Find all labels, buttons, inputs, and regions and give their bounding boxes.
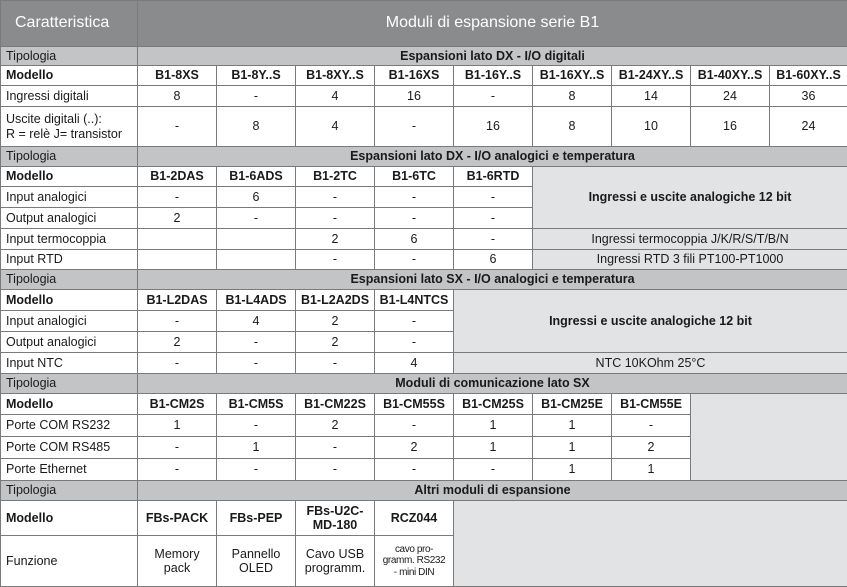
model-cell: B1-CM25S xyxy=(454,394,533,415)
value-cell: - xyxy=(138,107,217,147)
model-cell: B1-L2A2DS xyxy=(296,290,375,311)
note-cell: Ingressi RTD 3 fili PT100-PT1000 xyxy=(533,250,847,270)
model-row xyxy=(1,167,847,187)
function-line: Memory xyxy=(154,547,199,561)
row-label: Input analogici xyxy=(1,187,138,208)
model-cell: B1-CM55S xyxy=(375,394,454,415)
section-row xyxy=(1,481,847,501)
value-cell: 1 xyxy=(533,437,612,459)
table-row xyxy=(1,353,847,374)
row-label: Input NTC xyxy=(1,353,138,374)
note-cell: Ingressi e uscite analogiche 12 bit xyxy=(454,290,847,353)
function-line: gramm. RS232 xyxy=(383,555,445,566)
row-label: Output analogici xyxy=(1,208,138,229)
value-cell: - xyxy=(217,353,296,374)
value-cell: 2 xyxy=(296,311,375,332)
value-cell: 2 xyxy=(296,332,375,353)
value-cell: - xyxy=(375,415,454,437)
function-line: pack xyxy=(164,561,190,575)
value-cell xyxy=(138,536,217,587)
tipologia-label: Tipologia xyxy=(1,374,138,394)
value-cell: - xyxy=(454,187,533,208)
value-cell: - xyxy=(138,187,217,208)
model-cell: B1-2DAS xyxy=(138,167,217,187)
value-cell: - xyxy=(138,353,217,374)
table-row xyxy=(1,250,847,270)
section-title: Altri moduli di espansione xyxy=(138,481,847,501)
header-title: Moduli di espansione serie B1 xyxy=(138,1,847,47)
value-cell: 16 xyxy=(375,86,454,107)
model-cell: B1-CM55E xyxy=(612,394,691,415)
model-cell: B1-8XY..S xyxy=(296,66,375,86)
model-cell: B1-6ADS xyxy=(217,167,296,187)
value-cell: 2 xyxy=(296,415,375,437)
row-label xyxy=(1,107,138,147)
value-cell: - xyxy=(296,187,375,208)
function-line: Pannello xyxy=(232,547,281,561)
function-line: Cavo USB xyxy=(306,547,364,561)
value-cell: 6 xyxy=(375,229,454,250)
value-cell: 24 xyxy=(691,86,770,107)
row-label: Porte Ethernet xyxy=(1,459,138,481)
value-cell: 4 xyxy=(217,311,296,332)
value-cell: - xyxy=(375,107,454,147)
section-title: Espansioni lato DX - I/O digitali xyxy=(138,47,847,66)
model-cell: FBs-PACK xyxy=(138,501,217,536)
value-cell: 2 xyxy=(375,437,454,459)
value-cell: 1 xyxy=(217,437,296,459)
value-cell: - xyxy=(217,415,296,437)
header-row xyxy=(1,1,847,47)
model-cell: B1-16XS xyxy=(375,66,454,86)
note-cell: Ingressi termocoppia J/K/R/S/T/B/N xyxy=(533,229,847,250)
value-cell: 2 xyxy=(138,208,217,229)
value-cell: - xyxy=(217,332,296,353)
value-cell xyxy=(138,229,217,250)
value-cell: 1 xyxy=(533,459,612,481)
value-cell xyxy=(138,250,217,270)
value-cell: 8 xyxy=(533,107,612,147)
model-cell: B1-16XY..S xyxy=(533,66,612,86)
value-cell: - xyxy=(454,86,533,107)
section-row xyxy=(1,270,847,290)
value-cell: - xyxy=(296,459,375,481)
model-cell: B1-6RTD xyxy=(454,167,533,187)
value-cell: - xyxy=(217,208,296,229)
model-cell: B1-L4ADS xyxy=(217,290,296,311)
model-cell: B1-L4NTCS xyxy=(375,290,454,311)
value-cell: - xyxy=(375,187,454,208)
note-cell: NTC 10KOhm 25°C xyxy=(454,353,847,374)
model-label: Modello xyxy=(1,394,138,415)
model-cell: B1-8XS xyxy=(138,66,217,86)
value-cell: 4 xyxy=(296,107,375,147)
value-cell: 10 xyxy=(612,107,691,147)
value-cell: - xyxy=(138,311,217,332)
section-title: Moduli di comunicazione lato SX xyxy=(138,374,847,394)
value-cell: 2 xyxy=(296,229,375,250)
row-label: Input analogici xyxy=(1,311,138,332)
value-cell: - xyxy=(375,459,454,481)
value-cell: 16 xyxy=(454,107,533,147)
value-cell: 1 xyxy=(454,437,533,459)
value-cell xyxy=(375,536,454,587)
value-cell: - xyxy=(138,459,217,481)
function-line: cavo pro- xyxy=(395,544,433,555)
value-cell: - xyxy=(296,208,375,229)
value-cell xyxy=(217,250,296,270)
value-cell: 1 xyxy=(612,459,691,481)
value-cell: - xyxy=(296,437,375,459)
row-label: Input termocoppia xyxy=(1,229,138,250)
model-cell: B1-40XY..S xyxy=(691,66,770,86)
section-title: Espansioni lato SX - I/O analogici e temperatura xyxy=(138,270,847,290)
value-cell: 1 xyxy=(454,415,533,437)
row-label-line: R = relè J= transistor xyxy=(6,127,122,141)
model-label: Modello xyxy=(1,501,138,536)
model-cell: B1-CM2S xyxy=(138,394,217,415)
value-cell xyxy=(217,536,296,587)
value-cell: 24 xyxy=(770,107,847,147)
function-line: programm. xyxy=(305,561,365,575)
row-label-line: Uscite digitali (..): xyxy=(6,112,102,126)
value-cell: - xyxy=(138,437,217,459)
value-cell: - xyxy=(375,250,454,270)
model-cell: B1-CM25E xyxy=(533,394,612,415)
value-cell: - xyxy=(454,208,533,229)
value-cell: - xyxy=(296,250,375,270)
value-cell: 1 xyxy=(138,415,217,437)
value-cell: 8 xyxy=(138,86,217,107)
model-cell xyxy=(296,501,375,536)
value-cell: 36 xyxy=(770,86,847,107)
model-row xyxy=(1,66,847,86)
table-row xyxy=(1,86,847,107)
section-row xyxy=(1,47,847,66)
value-cell: 2 xyxy=(612,437,691,459)
value-cell: - xyxy=(296,353,375,374)
value-cell: 6 xyxy=(217,187,296,208)
tipologia-label: Tipologia xyxy=(1,47,138,66)
section-title: Espansioni lato DX - I/O analogici e temperatura xyxy=(138,147,847,167)
function-line: OLED xyxy=(239,561,273,575)
model-cell: B1-6TC xyxy=(375,167,454,187)
model-cell: RCZ044 xyxy=(375,501,454,536)
model-cell: B1-24XY..S xyxy=(612,66,691,86)
empty-fill xyxy=(454,501,847,587)
section-row xyxy=(1,374,847,394)
header-characteristic: Caratteristica xyxy=(1,1,138,47)
row-label: Ingressi digitali xyxy=(1,86,138,107)
row-label: Porte COM RS232 xyxy=(1,415,138,437)
model-cell: B1-L2DAS xyxy=(138,290,217,311)
model-label: Modello xyxy=(1,290,138,311)
row-label: Input RTD xyxy=(1,250,138,270)
row-label: Funzione xyxy=(1,536,138,587)
row-label: Porte COM RS485 xyxy=(1,437,138,459)
model-cell: B1-CM22S xyxy=(296,394,375,415)
model-label: Modello xyxy=(1,167,138,187)
model-row xyxy=(1,290,847,311)
model-row xyxy=(1,394,847,415)
value-cell: 14 xyxy=(612,86,691,107)
value-cell xyxy=(296,536,375,587)
model-line: MD-180 xyxy=(313,518,357,532)
value-cell: 2 xyxy=(138,332,217,353)
model-cell: B1-CM5S xyxy=(217,394,296,415)
value-cell: 16 xyxy=(691,107,770,147)
value-cell: - xyxy=(454,459,533,481)
value-cell: 6 xyxy=(454,250,533,270)
row-label: Output analogici xyxy=(1,332,138,353)
tipologia-label: Tipologia xyxy=(1,147,138,167)
value-cell: 1 xyxy=(533,415,612,437)
value-cell: - xyxy=(217,459,296,481)
value-cell: - xyxy=(612,415,691,437)
note-cell: Ingressi e uscite analogiche 12 bit xyxy=(533,167,847,229)
function-line: - mini DIN xyxy=(394,567,434,578)
model-label: Modello xyxy=(1,66,138,86)
value-cell: 4 xyxy=(375,353,454,374)
value-cell xyxy=(217,229,296,250)
value-cell: 4 xyxy=(296,86,375,107)
model-cell: B1-16Y..S xyxy=(454,66,533,86)
table-row xyxy=(1,107,847,147)
value-cell: 8 xyxy=(533,86,612,107)
table-row xyxy=(1,229,847,250)
tipologia-label: Tipologia xyxy=(1,270,138,290)
model-line: FBs-U2C- xyxy=(307,504,364,518)
empty-fill xyxy=(691,394,847,481)
model-row xyxy=(1,501,847,536)
model-cell: FBs-PEP xyxy=(217,501,296,536)
model-cell: B1-8Y..S xyxy=(217,66,296,86)
model-cell: B1-2TC xyxy=(296,167,375,187)
model-cell: B1-60XY..S xyxy=(770,66,847,86)
value-cell: - xyxy=(454,229,533,250)
value-cell: 8 xyxy=(217,107,296,147)
tipologia-label: Tipologia xyxy=(1,481,138,501)
value-cell: - xyxy=(375,311,454,332)
value-cell: - xyxy=(217,86,296,107)
value-cell: - xyxy=(375,208,454,229)
section-row xyxy=(1,147,847,167)
value-cell: - xyxy=(375,332,454,353)
